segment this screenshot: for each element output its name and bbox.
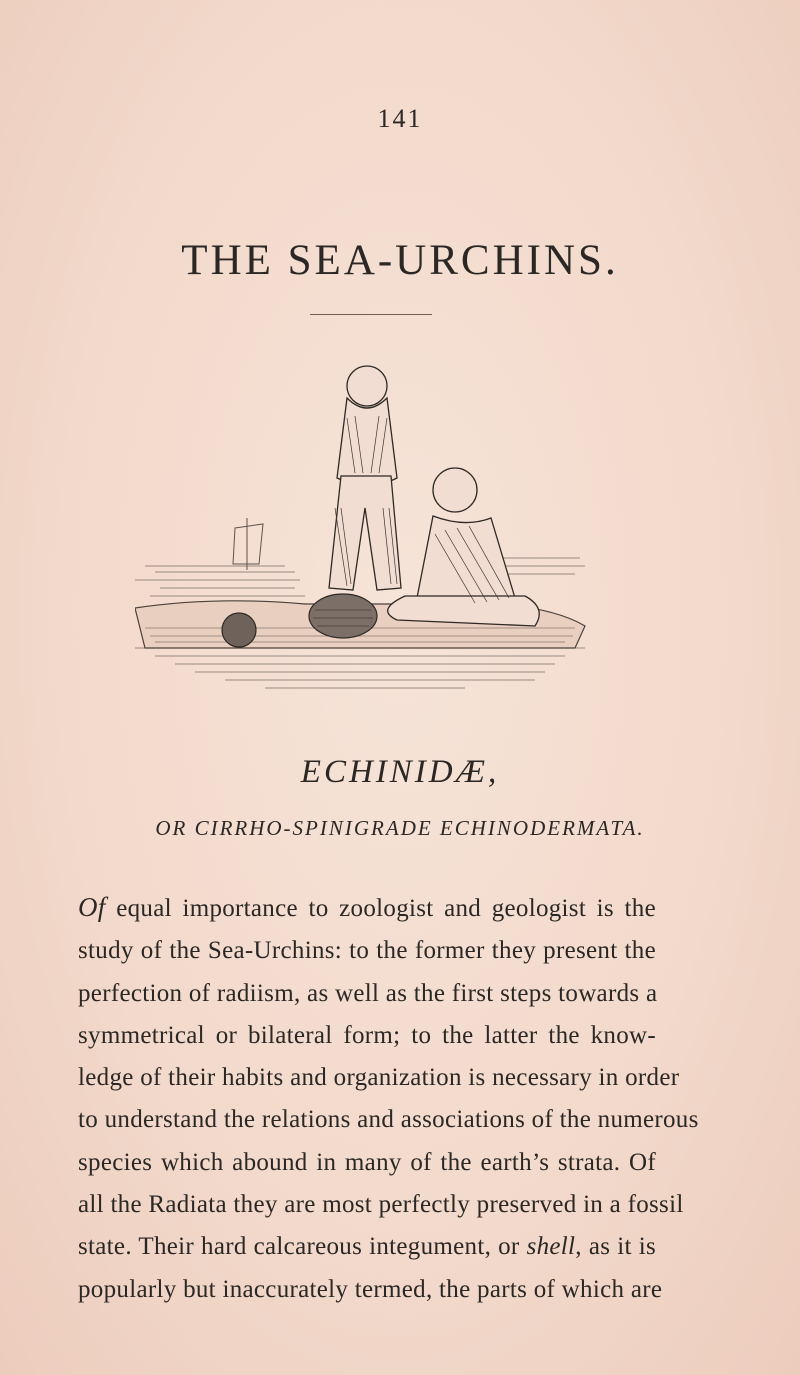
title-rule	[310, 314, 432, 315]
page-title: THE SEA-URCHINS.	[181, 237, 619, 284]
body-line	[78, 886, 656, 930]
body-line-5: ledge of their habits and organization is necessary in order	[78, 1064, 680, 1092]
body-line-1: equal importance to zoologist and geologist is the	[105, 895, 656, 922]
body-line-9-end: , as it is	[575, 1233, 656, 1261]
page-number: 141	[377, 104, 423, 133]
body-line-4: symmetrical or bilateral form; to the latter the know-	[78, 1021, 656, 1049]
italic-shell: shell	[526, 1233, 576, 1261]
body-line-8: all the Radiata they are most perfectly preserved in a fossil	[78, 1191, 684, 1219]
body-line-3: perfection of radiism, as well as the first steps towards a	[78, 979, 658, 1007]
body-line-7: species which abound in many of the earth’s strata. Of	[78, 1148, 656, 1176]
body-paragraph	[78, 886, 699, 1311]
sea-urchin-children-illustration	[135, 358, 595, 710]
body-line-10: popularly but inaccurately termed, the parts of which are	[78, 1275, 663, 1303]
opening-word: Of	[78, 892, 106, 922]
body-line-9-start: state. Their hard calcareous integument, or	[78, 1233, 527, 1261]
section-subheading: OR CIRRHO-SPINIGRADE ECHINODERMATA.	[155, 816, 645, 840]
section-heading: ECHINIDÆ,	[300, 754, 500, 790]
body-line-2: study of the Sea-Urchins: to the former they present the	[78, 937, 656, 965]
body-line-9	[78, 1226, 656, 1268]
body-line-6: to understand the relations and associations of the numerous	[78, 1106, 699, 1134]
